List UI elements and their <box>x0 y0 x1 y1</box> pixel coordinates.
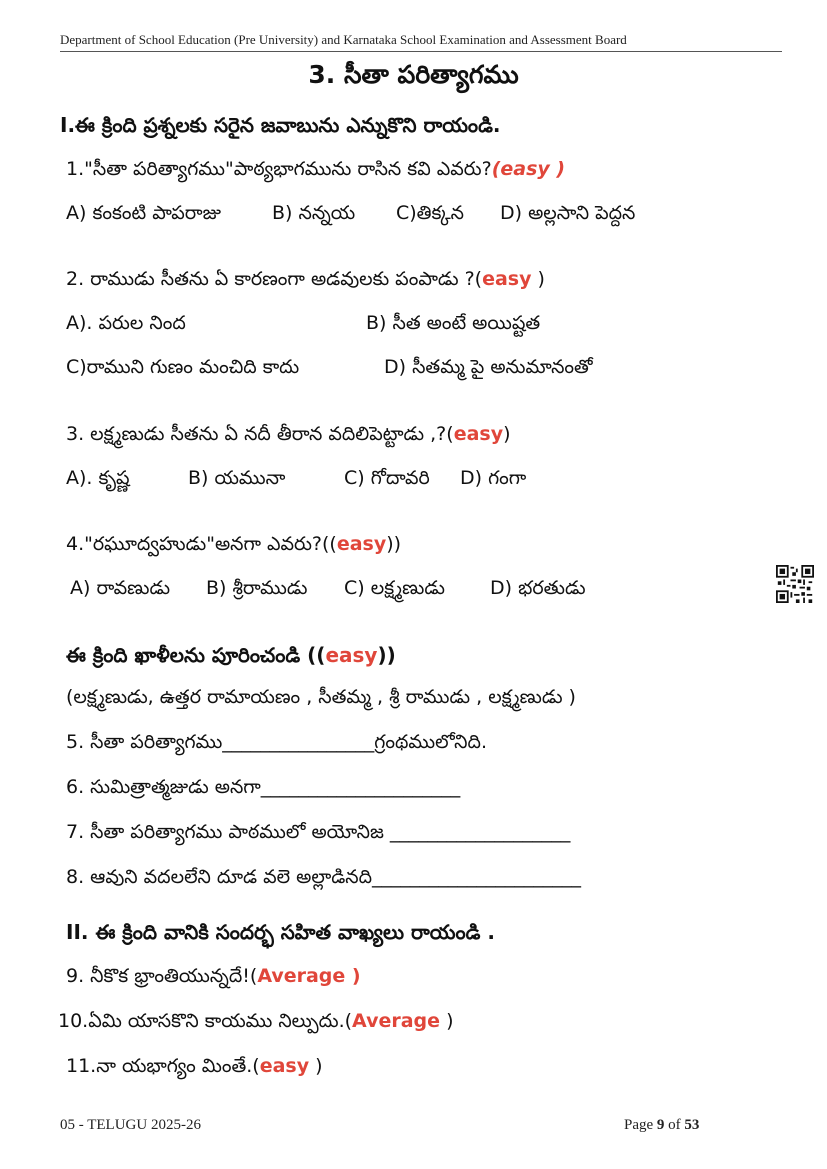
option-c: C)తిక్కన <box>396 202 464 224</box>
difficulty-tag: easy <box>482 268 532 290</box>
option-c: C) గోదావరి <box>344 467 430 489</box>
page-title: 3. సీతా పరిత్యాగము <box>308 60 519 89</box>
difficulty-tag: (easy ) <box>491 158 566 180</box>
option-b: B) శ్రీరాముడు <box>206 577 308 599</box>
option-c: C) లక్ష్మణుడు <box>344 577 445 599</box>
word-bank: (లక్ష్మణుడు, ఉత్తర రామాయణం , సీతమ్మ , శ్రీ రాముడు , లక్ష్మణుడు ) <box>66 686 576 708</box>
question-3: 3. లక్ష్మణుడు సీతను ఏ నదీ తీరాన వదిలిపెట్టాడు ,?(easy) <box>66 423 511 445</box>
question-7: 7. సీతా పరిత్యాగము పాఠములో అయోనిజ ___________________ <box>66 821 571 843</box>
question-text: 9. నీకొక భ్రాంతియున్నదే!( <box>66 965 258 987</box>
page-number: Page 9 of 53 <box>624 1117 700 1133</box>
difficulty-tag: easy <box>325 643 378 667</box>
question-8: 8. ఆవుని వదలలేని దూడ వలె అల్లాడినది______________________ <box>66 866 582 888</box>
difficulty-tag: Average <box>352 1010 441 1032</box>
qr-code-icon <box>776 565 814 603</box>
option-c: C)రాముని గుణం మంచిది కాదు <box>66 356 300 378</box>
option-a: A). కృష్ణ <box>66 467 130 489</box>
question-1-options <box>66 202 635 229</box>
question-6: 6. సుమిత్రాత్మజుడు అనగా_____________________ <box>66 776 461 798</box>
question-text: 10.ఏమి యాసకొని కాయము నిల్పుదు.( <box>58 1010 353 1032</box>
option-b: B) యమునా <box>188 467 286 489</box>
footer-subject: 05 - TELUGU 2025-26 <box>60 1117 201 1133</box>
question-text: 3. లక్ష్మణుడు సీతను ఏ నదీ తీరాన వదిలిపెట్టాడు ,?( <box>66 423 454 445</box>
question-text: 4."రఘూద్వహుడు"అనగా ఎవరు?(( <box>66 533 337 555</box>
question-11: 11.నా యభాగ్యం మింతే.(easy ) <box>66 1055 323 1077</box>
question-5: 5. సీతా పరిత్యాగము________________గ్రంథములోనిది. <box>66 731 487 753</box>
option-d: D) సీతమ్మ పై అనుమానంతో <box>384 356 593 378</box>
question-3-options <box>66 467 526 494</box>
option-b: B) నన్నయ <box>272 202 356 224</box>
page-header: Department of School Education (Pre University) and Karnataka School Examination and Assessment Board <box>60 32 782 52</box>
question-4: 4."రఘూద్వహుడు"అనగా ఎవరు?((easy)) <box>66 533 402 555</box>
difficulty-tag: Average ) <box>257 965 361 987</box>
question-4-options <box>70 577 586 604</box>
question-text: 11.నా యభాగ్యం మింతే.( <box>66 1055 260 1077</box>
question-9 <box>66 965 361 992</box>
option-a: A) రావణుడు <box>70 577 171 599</box>
option-b: B) సీత అంటే అయిష్టత <box>366 312 541 334</box>
option-d: D) అల్లసాని పెద్దన <box>500 202 636 224</box>
question-text: 2. రాముడు సీతను ఏ కారణంగా అడవులకు పంపాడు ?( <box>66 268 483 290</box>
difficulty-tag: easy <box>336 533 387 555</box>
question-10: 10.ఏమి యాసకొని కాయము నిల్పుదు.(Average ) <box>58 1010 454 1032</box>
difficulty-tag: easy <box>259 1055 310 1077</box>
question-text: 1."సీతా పరిత్యాగము"పాఠ్యభాగమును రాసిన కవి ఎవరు? <box>66 158 492 180</box>
option-d: D) గంగా <box>460 467 527 489</box>
option-a: A). పరుల నింద <box>66 312 186 334</box>
option-d: D) భరతుడు <box>490 577 586 599</box>
difficulty-tag: easy <box>453 423 504 445</box>
fill-blanks-heading: ఈ క్రింది ఖాళీలను పూరించండి ((easy)) <box>66 643 396 667</box>
section-heading-1: I.ఈ క్రింది ప్రశ్నలకు సరైన జవాబును ఎన్నుకొని రాయండి. <box>60 113 501 137</box>
section-heading-2: II. ఈ క్రింది వానికి సందర్భ సహిత వాఖ్యలు రాయండి . <box>66 920 496 944</box>
question-1 <box>66 158 565 185</box>
option-a: A) కంకంటి పాపరాజు <box>66 202 221 224</box>
question-2: 2. రాముడు సీతను ఏ కారణంగా అడవులకు పంపాడు ?(easy ) <box>66 268 545 290</box>
